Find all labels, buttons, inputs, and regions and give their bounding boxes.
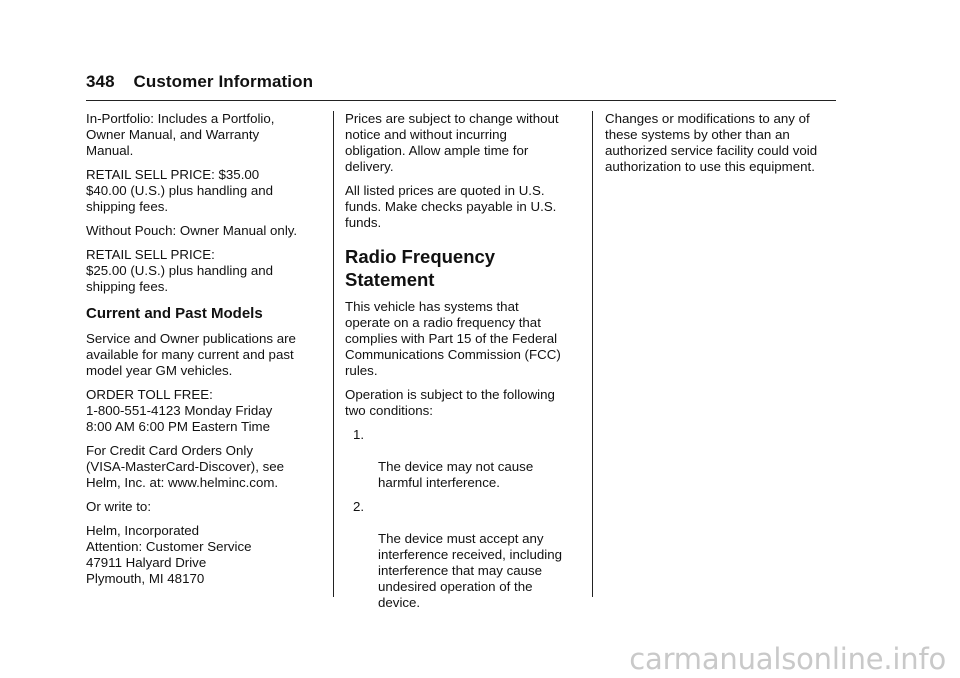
section-heading-radio-frequency: Radio Frequency Statement	[345, 246, 496, 290]
list-item-number: 1.	[353, 427, 365, 442]
toll-free-paragraph: ORDER TOLL FREE: 1-800-551-4123 Monday Friday 8:00 AM 6:00 PM Eastern Time	[86, 387, 273, 434]
fcc-paragraph: This vehicle has systems that operate on a radio frequency that complies with Part 15 of the Federal Communications Commission (FCC) rules.	[345, 299, 561, 378]
address-block: Helm, Incorporated Attention: Customer Service 47911 Halyard Drive Plymouth, MI 48170	[86, 523, 252, 586]
page-number: 348	[86, 72, 115, 91]
list-item-text: The device may not cause harmful interference.	[378, 459, 534, 490]
page-header	[86, 72, 313, 92]
portfolio-paragraph: In-Portfolio: Includes a Portfolio, Owner Manual, and Warranty Manual.	[86, 111, 275, 158]
prices-change-paragraph: Prices are subject to change without notice and without incurring obligation. Allow ample time for delivery.	[345, 111, 559, 174]
credit-card-paragraph: For Credit Card Orders Only (VISA-MasterCard-Discover), see Helm, Inc. at: www.helminc.com.	[86, 443, 285, 490]
without-pouch-paragraph: Without Pouch: Owner Manual only.	[86, 223, 298, 238]
list-item-text: The device must accept any interference received, including interference that may cause undesired operation of the device.	[378, 531, 563, 610]
conditions-intro-paragraph: Operation is subject to the following two conditions:	[345, 387, 555, 418]
funds-paragraph: All listed prices are quoted in U.S. funds. Make checks payable in U.S. funds.	[345, 183, 557, 230]
conditions-list	[345, 427, 581, 611]
publications-paragraph: Service and Owner publications are available for many current and past model year GM vehicles.	[86, 331, 296, 378]
list-item	[345, 427, 581, 491]
list-item-number: 2.	[353, 499, 365, 514]
modifications-paragraph: Changes or modifications to any of these systems by other than an authorized service facility could void authorization to use this equipment.	[605, 111, 818, 174]
retail-price-paragraph: RETAIL SELL PRICE: $35.00 $40.00 (U.S.) plus handling and shipping fees.	[86, 167, 274, 214]
column-right	[605, 111, 843, 183]
column-divider-2	[592, 111, 593, 597]
section-heading-current-past-models: Current and Past Models	[86, 305, 263, 322]
column-left	[86, 111, 324, 595]
page-title: Customer Information	[133, 72, 314, 91]
write-to-paragraph: Or write to:	[86, 499, 152, 514]
header-divider	[86, 100, 836, 101]
watermark: carmanualsonline.info	[629, 642, 946, 676]
column-middle	[345, 111, 581, 619]
list-item	[345, 499, 581, 611]
column-divider-1	[333, 111, 334, 597]
retail-price-2-paragraph: RETAIL SELL PRICE: $25.00 (U.S.) plus handling and shipping fees.	[86, 247, 274, 294]
